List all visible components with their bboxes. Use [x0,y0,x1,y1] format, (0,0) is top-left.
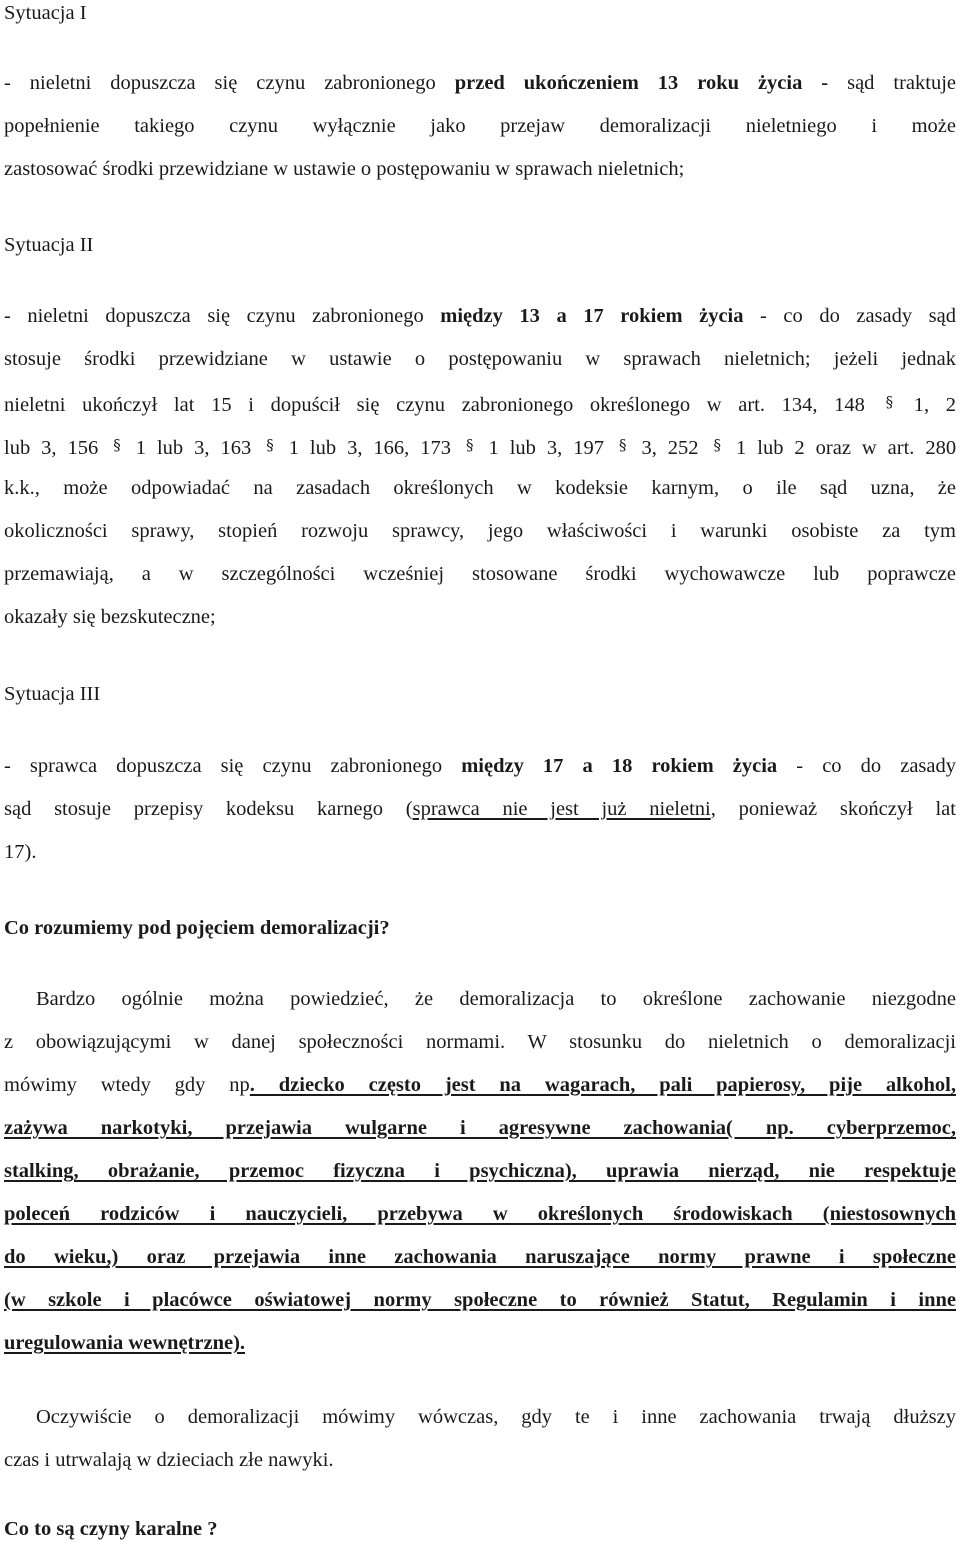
question-heading-czyny-karalne: Co to są czyny karalne ? [4,1518,218,1540]
text-line: uregulowania wewnętrzne). [4,1332,246,1354]
text-line: Oczywiście o demoralizacji mówimy wówczas, gdy te i inne zachowania trwają dłuższy [36,1406,956,1428]
text-line: nieletni ukończył lat 15 i dopuścił się czynu zabronionego określonego w art. 134, 148 § 1, 2 [4,393,957,416]
text-line: - nieletni dopuszcza się czynu zabronionego przed ukończeniem 13 roku życia - sąd traktuje [4,72,956,94]
text-line: czas i utrwalają w dzieciach złe nawyki. [4,1449,334,1471]
text-line: zażywa narkotyki, przejawia wulgarne i agresywne zachowania( np. cyberprzemoc, [4,1117,956,1139]
question-heading-demoralizacja: Co rozumiemy pod pojęciem demoralizacji? [4,917,390,939]
text-line: 17). [4,841,37,863]
text-line: zastosować środki przewidziane w ustawie o postępowaniu w sprawach nieletnich; [4,158,685,180]
text-line: mówimy wtedy gdy np. dziecko często jest na wagarach, pali papierosy, pije alkohol, [4,1074,956,1096]
text-line: do wieku,) oraz przejawia inne zachowania naruszające normy prawne i społeczne [4,1246,956,1268]
text-line: stosuje środki przewidziane w ustawie o postępowaniu w sprawach nieletnich; jeżeli jednak [4,348,956,370]
heading-sytuacja-3: Sytuacja III [4,683,101,705]
text-line: - sprawca dopuszcza się czynu zabronionego między 17 a 18 rokiem życia - co do zasady [4,755,957,777]
text-line: poleceń rodziców i nauczycieli, przebywa w określonych środowiskach (niestosownych [4,1203,956,1225]
text-line: (w szkole i placówce oświatowej normy społeczne to również Statut, Regulamin i inne [4,1289,956,1311]
paragraph-nawyki [4,1396,956,1482]
text-line: Bardzo ogólnie można powiedzieć, że demoralizacja to określone zachowanie niezgodne [36,988,956,1010]
paragraph-sytuacja-2 [4,295,956,639]
text-line: okoliczności sprawy, stopień rozwoju sprawcy, jego właściwości i warunki osobiste za tym [4,520,956,542]
paragraph-sytuacja-1 [4,62,956,191]
heading-sytuacja-1: Sytuacja I [4,2,87,24]
heading-sytuacja-2: Sytuacja II [4,234,94,256]
text-line: z obowiązującymi w danej społeczności normami. W stosunku do nieletnich o demoralizacji [4,1031,956,1053]
text-line: k.k., może odpowiadać na zasadach określonych w kodeksie karnym, o ile sąd uzna, że [4,477,956,499]
text-line: lub 3, 156 § 1 lub 3, 163 § 1 lub 3, 166, 173 § 1 lub 3, 197 § 3, 252 § 1 lub 2 oraz w art. 280 [4,436,957,459]
text-line: przemawiają, a w szczególności wcześniej stosowane środki wychowawcze lub poprawcze [4,563,956,585]
text-line: okazały się bezskuteczne; [4,606,216,628]
text-line: popełnienie takiego czynu wyłącznie jako przejaw demoralizacji nieletniego i może [4,115,956,137]
text-line: sąd stosuje przepisy kodeksu karnego (sprawca nie jest już nieletni, ponieważ skończył lat [4,798,956,820]
paragraph-sytuacja-3 [4,745,956,874]
text-line: stalking, obrażanie, przemoc fizyczna i psychiczna), uprawia nierząd, nie respektuje [4,1160,956,1182]
paragraph-demoralizacja [4,978,956,1365]
text-line: - nieletni dopuszcza się czynu zabronionego między 13 a 17 rokiem życia - co do zasady sąd [4,305,957,327]
